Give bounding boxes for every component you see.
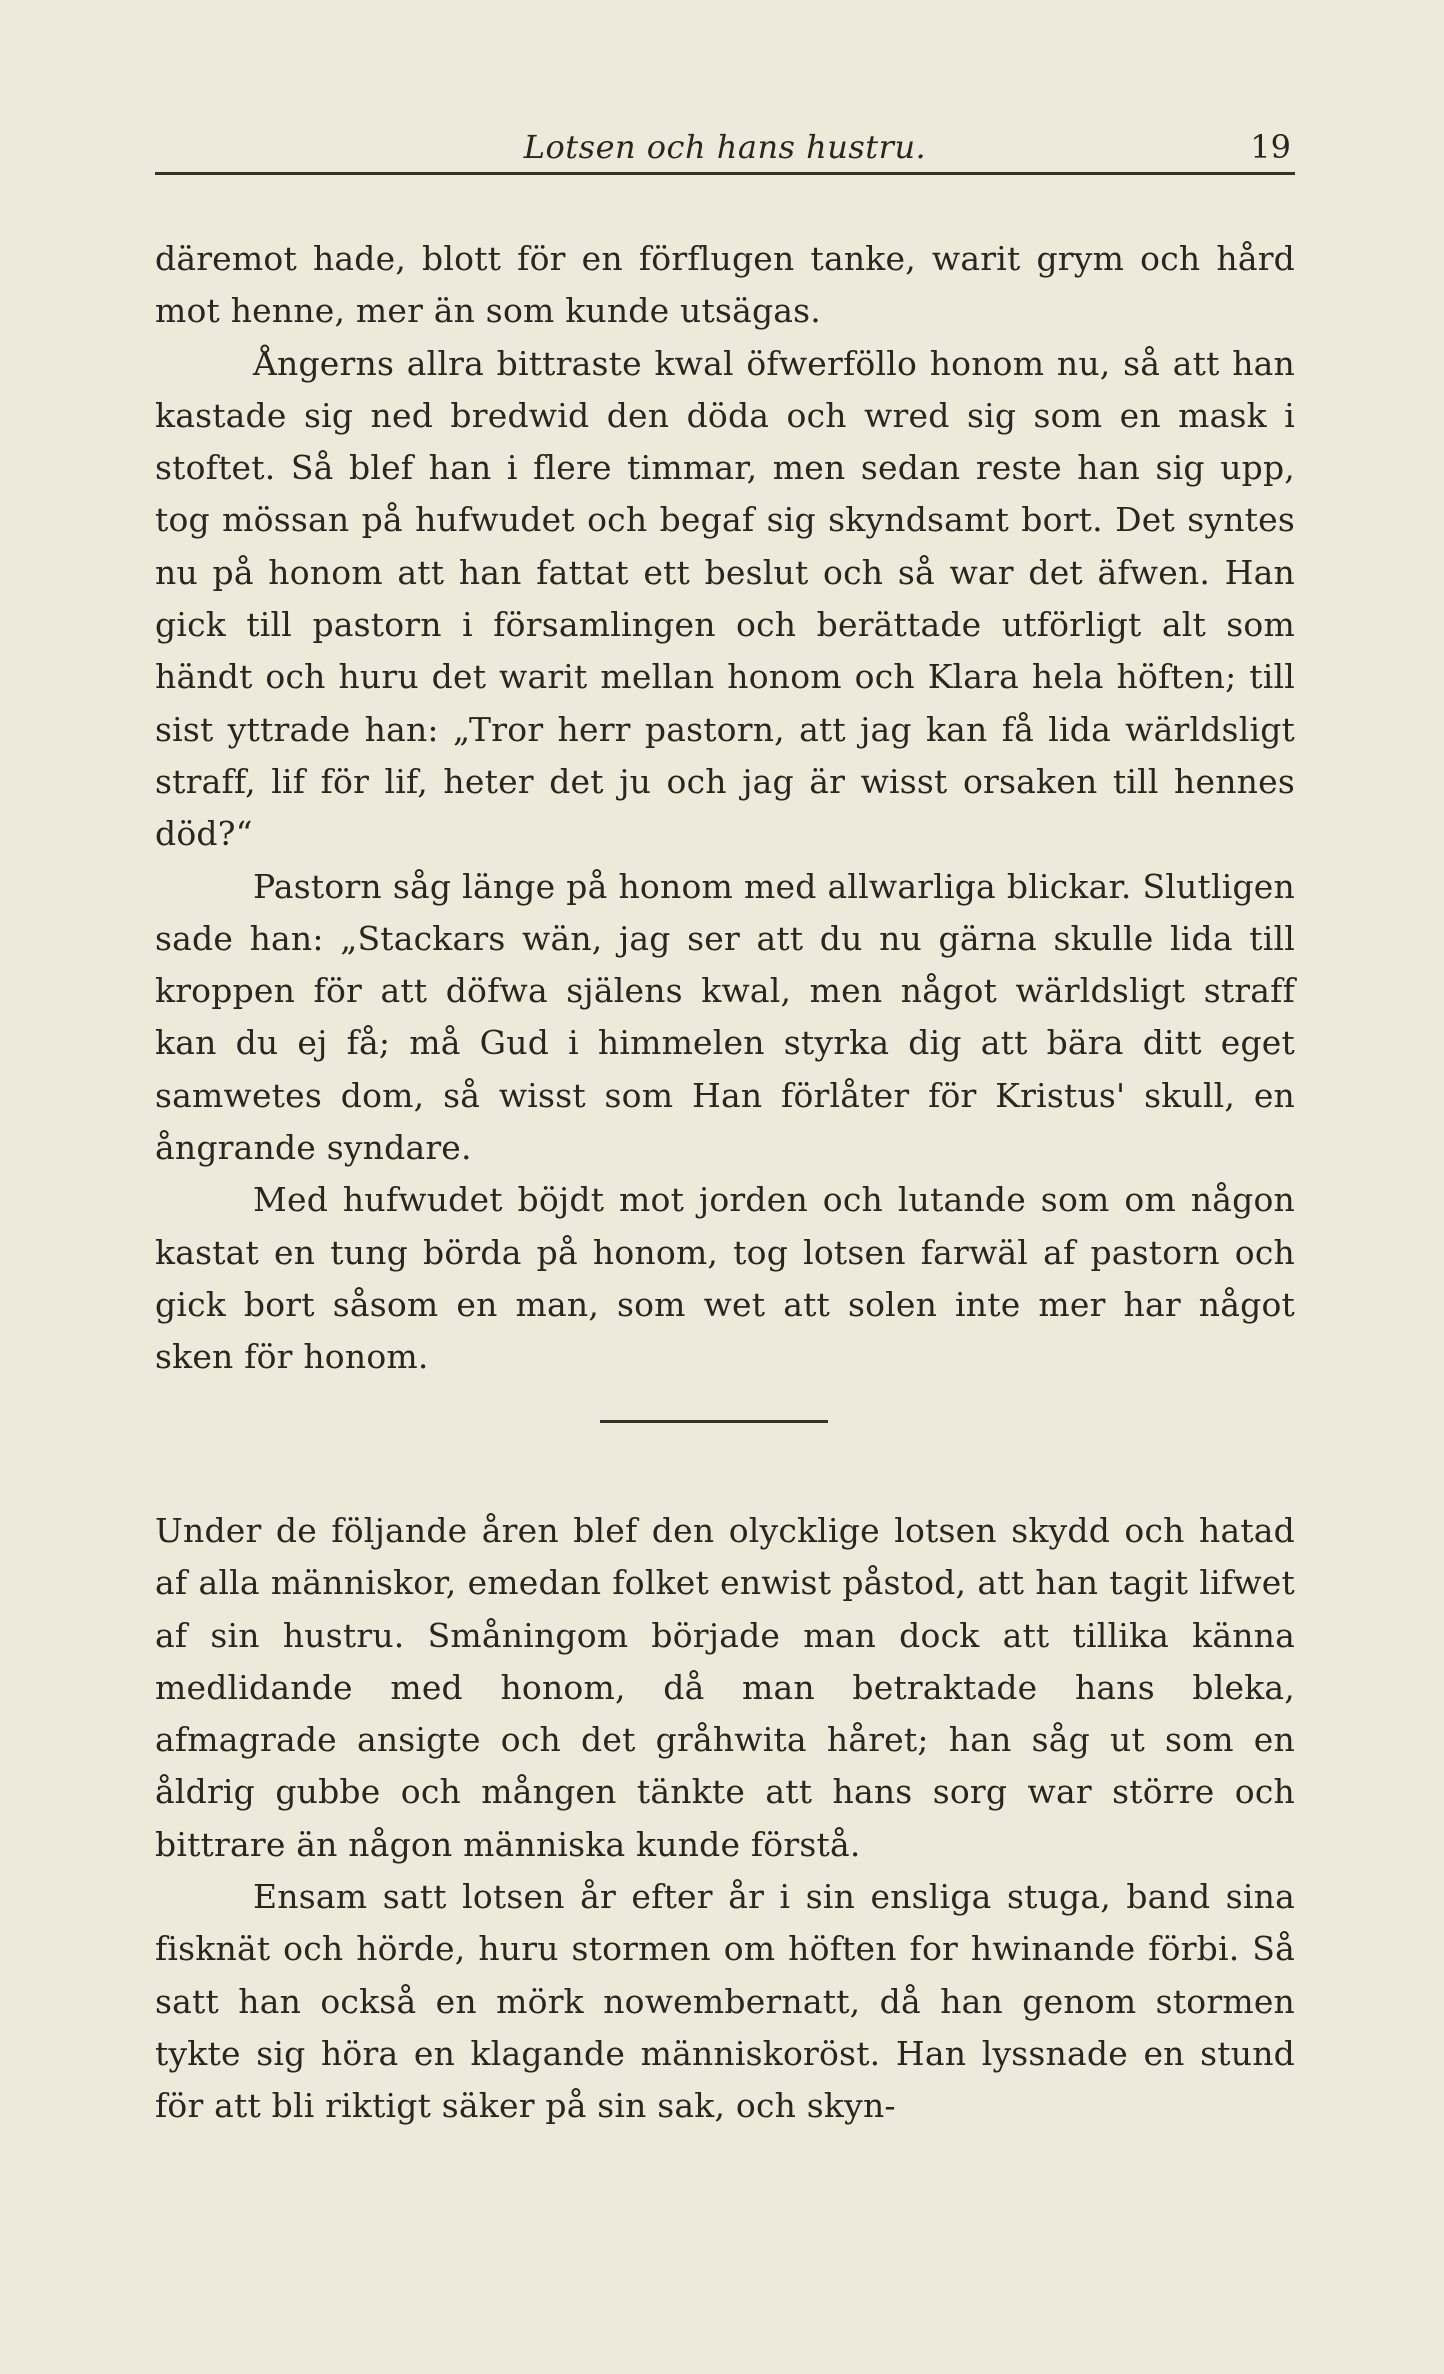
paragraph: Ensam satt lotsen år efter år i sin ensliga stuga, band sina fisknät och hörde, huru stormen om höften for hwinande förbi. Så satt han också en mörk nowembernatt, då han genom stormen tykte sig höra en klagande människoröst. Han lyssnade en stund för att bli riktigt säker på sin sak, och skyn-	[155, 1877, 1295, 2126]
text-block-lower	[155, 1505, 1295, 2133]
paragraph: Pastorn såg länge på honom med allwarliga blickar. Slutligen sade han: „Stackars wän, jag ser att du nu gärna skulle lida till kroppen för att döfwa själens kwal, men något wärldsligt straff kan du ej få; må Gud i himmelen styrka dig att bära ditt eget samwetes dom, så wisst som Han förlåter för Kristus' skull, en ångrande syndare.	[155, 866, 1295, 1168]
text-block-upper	[155, 233, 1295, 1384]
paragraph: Med hufwudet böjdt mot jorden och lutande som om någon kastat en tung börda på honom, tog lotsen farwäl af pastorn och gick bort såsom en man, som wet att solen inte mer har något sken för honom.	[155, 1180, 1295, 1377]
running-title: Lotsen och hans hustru.	[523, 128, 927, 166]
paragraph: Ångerns allra bittraste kwal öfwerföllo honom nu, så att han kastade sig ned bredwid den döda och wred sig som en mask i stoftet. Så blef han i flere timmar, men sedan reste han sig upp, tog mössan på hufwudet och begaf sig skyndsamt bort. Det syntes nu på honom att han fattat ett beslut och så war det äfwen. Han gick till pastorn i församlingen och berättade utförligt alt som händt och huru det warit mellan honom och Klara hela höften; till sist yttrade han: „Tror herr pastorn, att jag kan få lida wärldsligt straff, lif för lif, heter det ju och jag är wisst orsaken till hennes död?“	[155, 343, 1295, 854]
paragraph: Under de följande åren blef den olycklige lotsen skydd och hatad af alla människor, emedan folket enwist påstod, att han tagit lifwet af sin hustru. Småningom började man dock att tillika känna medlidande med honom, då man betraktade hans bleka, afmagrade ansigte och det gråhwita håret; han såg ut som en åldrig gubbe och mången tänkte att hans sorg war större och bittrare än någon människa kunde förstå.	[155, 1511, 1295, 1864]
page-header	[155, 128, 1295, 175]
page-number: 19	[1250, 128, 1291, 166]
paragraph: däremot hade, blott för en förflugen tanke, warit grym och hård mot henne, mer än som kunde utsägas.	[155, 239, 1295, 331]
section-divider	[600, 1420, 828, 1423]
